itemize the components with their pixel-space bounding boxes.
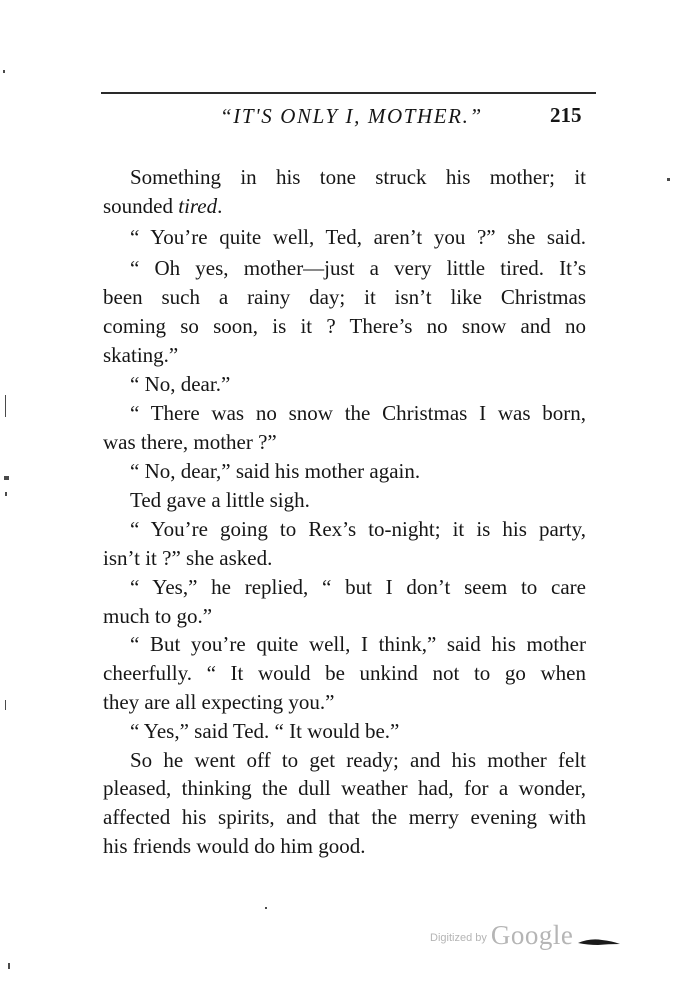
page-number: 215 xyxy=(550,103,582,127)
scan-speck xyxy=(8,963,10,969)
text-line: “ Yes,” he replied, “ but I don’t seem to care xyxy=(130,575,586,599)
text-line: “ Oh yes, mother—just a very little tired. It’s xyxy=(130,256,586,280)
text-line: was there, mother ?” xyxy=(103,430,277,454)
text-line: cheerfully. “ It would be unkind not to go when xyxy=(103,661,586,685)
text-line: Ted gave a little sigh. xyxy=(130,488,310,512)
text-line: “ Yes,” said Ted. “ It would be.” xyxy=(130,719,400,743)
scan-speck xyxy=(265,907,267,909)
watermark-prefix: Digitized by xyxy=(430,932,487,944)
text-line: much to go.” xyxy=(103,604,213,628)
text-line: “ You’re going to Rex’s to-night; it is his party, xyxy=(130,517,586,541)
text-line: they are all expecting you.” xyxy=(103,690,335,714)
header-rule xyxy=(101,92,596,94)
google-logo: Google xyxy=(490,920,574,950)
scan-speck xyxy=(4,476,9,480)
emphasis-word: tired xyxy=(178,194,218,218)
text-line: skating.” xyxy=(103,343,179,367)
scan-speck xyxy=(667,178,670,181)
scan-speck xyxy=(5,395,6,417)
text-line: “ No, dear,” said his mother again. xyxy=(130,459,421,483)
text-line: So he went off to get ready; and his mother felt xyxy=(130,748,586,772)
text-line: sounded tired. xyxy=(103,194,223,218)
text-line: “ But you’re quite well, I think,” said his mother xyxy=(130,632,586,656)
swash-ornament-icon xyxy=(578,936,620,948)
text-line: “ You’re quite well, Ted, aren’t you ?” she said. xyxy=(130,225,586,249)
scan-speck xyxy=(5,492,7,496)
scan-speck xyxy=(3,70,5,73)
text-line: his friends would do him good. xyxy=(103,834,366,858)
text-line: affected his spirits, and that the merry evening with xyxy=(103,805,586,829)
text-line: Something in his tone struck his mother; it xyxy=(130,165,586,189)
digitized-watermark xyxy=(430,920,573,951)
text-line: pleased, thinking the dull weather had, for a wonder, xyxy=(103,776,586,800)
running-title: “IT'S ONLY I, MOTHER.” xyxy=(220,104,483,128)
scan-speck xyxy=(5,700,6,710)
text-line: “ There was no snow the Christmas I was born, xyxy=(130,401,586,425)
text-line: isn’t it ?” she asked. xyxy=(103,546,273,570)
text-line: coming so soon, is it ? There’s no snow and no xyxy=(103,314,586,338)
text-line: “ No, dear.” xyxy=(130,372,231,396)
text-line: been such a rainy day; it isn’t like Christmas xyxy=(103,285,586,309)
